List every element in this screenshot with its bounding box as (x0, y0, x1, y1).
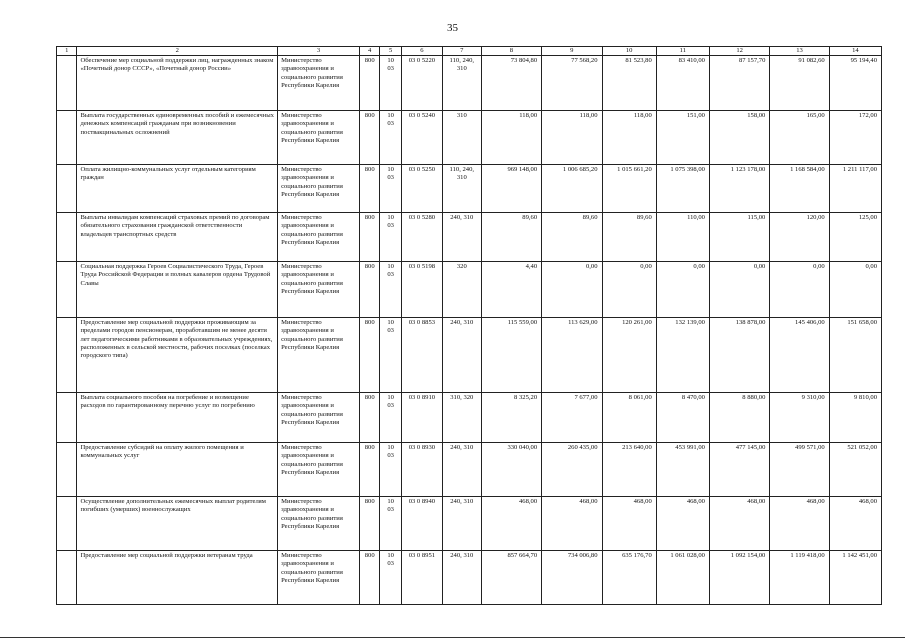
column-number: 4 (359, 47, 379, 56)
measure-name: Предоставление мер социальной поддержки проживающим за пределами городов пенсионерам, проработавшим не менее десяти лет педагогическими работниками в образовательных учреждениях, расположенных в сельской местности, рабочих поселках (поселках городского типа) (77, 318, 278, 393)
code-section: 10 03 (380, 111, 401, 165)
amount-col-13: 165,00 (770, 111, 829, 165)
amount-col-9: 113 629,00 (542, 318, 602, 393)
amount-col-8: 857 664,70 (481, 551, 541, 605)
column-number: 14 (829, 47, 881, 56)
responsible-organization: Министерство здравоохранения и социального развития Республики Карелия (278, 551, 360, 605)
amount-col-14: 0,00 (829, 262, 881, 318)
code-ministry: 800 (359, 551, 379, 605)
amount-col-14: 95 194,40 (829, 56, 881, 111)
responsible-organization: Министерство здравоохранения и социального развития Республики Карелия (278, 497, 360, 551)
amount-col-13: 145 406,00 (770, 318, 829, 393)
table-row (57, 497, 882, 551)
amount-col-13: 499 571,00 (770, 443, 829, 497)
amount-col-9: 77 568,20 (542, 56, 602, 111)
code-ministry: 800 (359, 111, 379, 165)
table-row (57, 111, 882, 165)
amount-col-8: 468,00 (481, 497, 541, 551)
amount-col-9: 89,60 (542, 213, 602, 262)
code-expense-type: 240, 310 (442, 318, 481, 393)
amount-col-10: 120 261,00 (602, 318, 656, 393)
amount-col-8: 89,60 (481, 213, 541, 262)
column-number: 11 (656, 47, 709, 56)
code-expense-type: 240, 310 (442, 551, 481, 605)
table-row (57, 318, 882, 393)
code-expense-type: 240, 310 (442, 497, 481, 551)
amount-col-11: 453 991,00 (656, 443, 709, 497)
column-number: 2 (77, 47, 278, 56)
amount-col-9: 468,00 (542, 497, 602, 551)
amount-col-10: 89,60 (602, 213, 656, 262)
amount-col-11: 8 470,00 (656, 393, 709, 443)
column-number: 9 (542, 47, 602, 56)
code-ministry: 800 (359, 443, 379, 497)
responsible-organization: Министерство здравоохранения и социального развития Республики Карелия (278, 111, 360, 165)
amount-col-10: 118,00 (602, 111, 656, 165)
amount-col-10: 8 061,00 (602, 393, 656, 443)
code-target-article: 03 0 5250 (401, 165, 442, 213)
measure-name: Социальная поддержка Героев Социалистического Труда, Героев Труда Российской Федерации и полных кавалеров ордена Трудовой Славы (77, 262, 278, 318)
budget-table (56, 46, 882, 605)
amount-col-14: 172,00 (829, 111, 881, 165)
column-number: 1 (57, 47, 77, 56)
amount-col-12: 1 123 178,00 (709, 165, 769, 213)
amount-col-12: 477 145,00 (709, 443, 769, 497)
code-target-article: 03 0 8940 (401, 497, 442, 551)
column-number: 10 (602, 47, 656, 56)
column-number: 7 (442, 47, 481, 56)
amount-col-11: 83 410,00 (656, 56, 709, 111)
row-col-1 (57, 318, 77, 393)
column-number: 3 (278, 47, 360, 56)
code-ministry: 800 (359, 497, 379, 551)
row-col-1 (57, 551, 77, 605)
amount-col-10: 468,00 (602, 497, 656, 551)
code-target-article: 03 0 5220 (401, 56, 442, 111)
amount-col-11: 132 139,00 (656, 318, 709, 393)
code-section: 10 03 (380, 318, 401, 393)
code-ministry: 800 (359, 262, 379, 318)
amount-col-14: 1 211 117,00 (829, 165, 881, 213)
amount-col-12: 87 157,70 (709, 56, 769, 111)
amount-col-12: 8 880,00 (709, 393, 769, 443)
code-expense-type: 240, 310 (442, 443, 481, 497)
amount-col-10: 1 015 661,20 (602, 165, 656, 213)
code-expense-type: 320 (442, 262, 481, 318)
amount-col-14: 468,00 (829, 497, 881, 551)
amount-col-13: 1 119 418,00 (770, 551, 829, 605)
amount-col-9: 0,00 (542, 262, 602, 318)
responsible-organization: Министерство здравоохранения и социального развития Республики Карелия (278, 213, 360, 262)
column-number: 5 (380, 47, 401, 56)
code-ministry: 800 (359, 318, 379, 393)
amount-col-13: 1 168 584,00 (770, 165, 829, 213)
row-col-1 (57, 497, 77, 551)
measure-name: Предоставление мер социальной поддержки ветеранам труда (77, 551, 278, 605)
amount-col-11: 151,00 (656, 111, 709, 165)
code-ministry: 800 (359, 56, 379, 111)
amount-col-12: 158,00 (709, 111, 769, 165)
responsible-organization: Министерство здравоохранения и социального развития Республики Карелия (278, 56, 360, 111)
measure-name: Выплата государственных единовременных пособий и ежемесячных денежных компенсаций гражданам при возникновении поствакцинальных осложнений (77, 111, 278, 165)
amount-col-8: 73 804,80 (481, 56, 541, 111)
amount-col-9: 734 006,80 (542, 551, 602, 605)
table-row (57, 393, 882, 443)
code-section: 10 03 (380, 262, 401, 318)
amount-col-13: 468,00 (770, 497, 829, 551)
amount-col-12: 138 878,00 (709, 318, 769, 393)
code-target-article: 03 0 5240 (401, 111, 442, 165)
row-col-1 (57, 213, 77, 262)
column-number: 6 (401, 47, 442, 56)
amount-col-9: 7 677,00 (542, 393, 602, 443)
code-section: 10 03 (380, 165, 401, 213)
code-ministry: 800 (359, 213, 379, 262)
measure-name: Обеспечение мер социальной поддержки лиц, награжденных знаком «Почетный донор СССР», «Почетный донор России» (77, 56, 278, 111)
row-col-1 (57, 111, 77, 165)
amount-col-13: 120,00 (770, 213, 829, 262)
table-row (57, 165, 882, 213)
table-row (57, 262, 882, 318)
row-col-1 (57, 443, 77, 497)
amount-col-11: 0,00 (656, 262, 709, 318)
amount-col-9: 1 006 685,20 (542, 165, 602, 213)
code-target-article: 03 0 8853 (401, 318, 442, 393)
column-number: 13 (770, 47, 829, 56)
code-ministry: 800 (359, 393, 379, 443)
code-target-article: 03 0 8910 (401, 393, 442, 443)
amount-col-12: 468,00 (709, 497, 769, 551)
code-expense-type: 110, 240, 310 (442, 56, 481, 111)
measure-name: Осуществление дополнительных ежемесячных выплат родителям погибших (умерших) военнослужащих (77, 497, 278, 551)
code-target-article: 03 0 5198 (401, 262, 442, 318)
table-row (57, 56, 882, 111)
table-row (57, 213, 882, 262)
row-col-1 (57, 393, 77, 443)
amount-col-11: 468,00 (656, 497, 709, 551)
amount-col-8: 4,40 (481, 262, 541, 318)
amount-col-12: 1 092 154,00 (709, 551, 769, 605)
amount-col-11: 1 061 028,00 (656, 551, 709, 605)
column-number-row (57, 47, 882, 56)
row-col-1 (57, 56, 77, 111)
code-expense-type: 240, 310 (442, 213, 481, 262)
page-bottom-rule (0, 637, 905, 638)
responsible-organization: Министерство здравоохранения и социального развития Республики Карелия (278, 443, 360, 497)
code-target-article: 03 0 8930 (401, 443, 442, 497)
amount-col-14: 9 810,00 (829, 393, 881, 443)
amount-col-11: 110,00 (656, 213, 709, 262)
code-target-article: 03 0 8951 (401, 551, 442, 605)
amount-col-13: 91 082,60 (770, 56, 829, 111)
table-row (57, 551, 882, 605)
amount-col-8: 118,00 (481, 111, 541, 165)
code-section: 10 03 (380, 551, 401, 605)
measure-name: Выплата социального пособия на погребение и возмещение расходов по гарантированному перечню услуг по погребению (77, 393, 278, 443)
responsible-organization: Министерство здравоохранения и социального развития Республики Карелия (278, 318, 360, 393)
amount-col-14: 1 142 451,00 (829, 551, 881, 605)
measure-name: Предоставление субсидий на оплату жилого помещения и коммунальных услуг (77, 443, 278, 497)
code-section: 10 03 (380, 56, 401, 111)
amount-col-10: 213 640,00 (602, 443, 656, 497)
amount-col-12: 0,00 (709, 262, 769, 318)
column-number: 12 (709, 47, 769, 56)
amount-col-14: 151 658,00 (829, 318, 881, 393)
amount-col-11: 1 075 398,00 (656, 165, 709, 213)
code-expense-type: 310 (442, 111, 481, 165)
code-target-article: 03 0 5280 (401, 213, 442, 262)
code-expense-type: 110, 240, 310 (442, 165, 481, 213)
row-col-1 (57, 165, 77, 213)
amount-col-8: 330 040,00 (481, 443, 541, 497)
code-ministry: 800 (359, 165, 379, 213)
code-section: 10 03 (380, 443, 401, 497)
amount-col-10: 0,00 (602, 262, 656, 318)
table-row (57, 443, 882, 497)
row-col-1 (57, 262, 77, 318)
amount-col-9: 118,00 (542, 111, 602, 165)
responsible-organization: Министерство здравоохранения и социального развития Республики Карелия (278, 262, 360, 318)
code-expense-type: 310, 320 (442, 393, 481, 443)
amount-col-10: 81 523,80 (602, 56, 656, 111)
measure-name: Оплата жилищно-коммунальных услуг отдельным категориям граждан (77, 165, 278, 213)
amount-col-13: 9 310,00 (770, 393, 829, 443)
amount-col-14: 125,00 (829, 213, 881, 262)
responsible-organization: Министерство здравоохранения и социального развития Республики Карелия (278, 165, 360, 213)
column-number: 8 (481, 47, 541, 56)
amount-col-10: 635 176,70 (602, 551, 656, 605)
amount-col-8: 8 325,20 (481, 393, 541, 443)
code-section: 10 03 (380, 213, 401, 262)
amount-col-9: 260 435,00 (542, 443, 602, 497)
code-section: 10 03 (380, 393, 401, 443)
responsible-organization: Министерство здравоохранения и социального развития Республики Карелия (278, 393, 360, 443)
amount-col-13: 0,00 (770, 262, 829, 318)
amount-col-14: 521 052,00 (829, 443, 881, 497)
amount-col-8: 969 148,00 (481, 165, 541, 213)
page-number: 35 (447, 22, 458, 34)
code-section: 10 03 (380, 497, 401, 551)
amount-col-12: 115,00 (709, 213, 769, 262)
amount-col-8: 115 559,00 (481, 318, 541, 393)
measure-name: Выплаты инвалидам компенсаций страховых премий по договорам обязательного страхования гражданской ответственности владельцев транспортных средств (77, 213, 278, 262)
